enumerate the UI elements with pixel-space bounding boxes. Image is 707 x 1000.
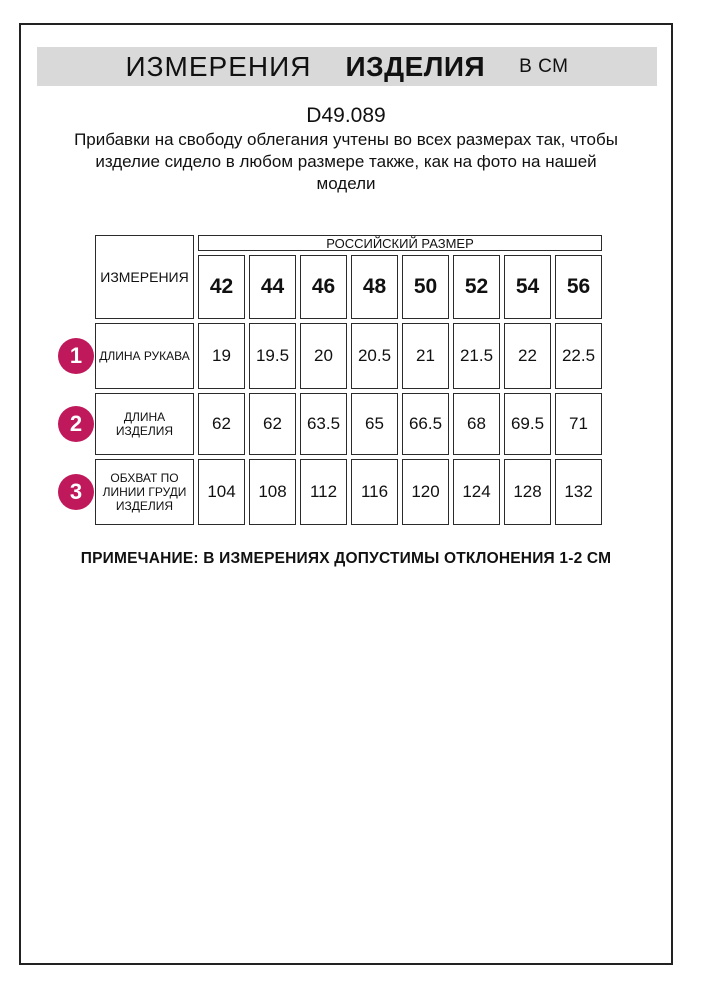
row-label-cell: ДЛИНА ИЗДЕЛИЯ bbox=[95, 393, 194, 455]
fit-description: Прибавки на свободу облегания учтены во всех размерах так, чтобы изделие сидело в любом размере также, как на фото на нашей модели bbox=[74, 130, 618, 193]
value-cell: 62 bbox=[198, 393, 245, 455]
note: ПРИМЕЧАНИЕ: В ИЗМЕРЕНИЯХ ДОПУСТИМЫ ОТКЛОНЕНИЯ 1-2 СМ bbox=[80, 550, 612, 567]
size-header-cell: 48 bbox=[351, 255, 398, 319]
value-cell: 22 bbox=[504, 323, 551, 389]
value-cell: 120 bbox=[402, 459, 449, 525]
product-code: D49.089 bbox=[306, 104, 386, 127]
value-cell: 68 bbox=[453, 393, 500, 455]
value-cell: 19.5 bbox=[249, 323, 296, 389]
row-number-badge-3: 3 bbox=[58, 474, 94, 510]
size-header-cell: 56 bbox=[555, 255, 602, 319]
size-table bbox=[95, 235, 602, 525]
value-cell: 69.5 bbox=[504, 393, 551, 455]
row-label-cell: ДЛИНА РУКАВА bbox=[95, 323, 194, 389]
size-table-wrapper bbox=[69, 235, 602, 525]
group-header-cell: РОССИЙСКИЙ РАЗМЕР bbox=[198, 235, 602, 251]
page-frame bbox=[19, 23, 673, 965]
value-cell: 21 bbox=[402, 323, 449, 389]
value-cell: 116 bbox=[351, 459, 398, 525]
value-cell: 19 bbox=[198, 323, 245, 389]
size-header-cell: 50 bbox=[402, 255, 449, 319]
value-cell: 20.5 bbox=[351, 323, 398, 389]
size-header-cell: 44 bbox=[249, 255, 296, 319]
value-cell: 132 bbox=[555, 459, 602, 525]
row-number-badge-2: 2 bbox=[58, 406, 94, 442]
value-cell: 104 bbox=[198, 459, 245, 525]
row-number-badge-1: 1 bbox=[58, 338, 94, 374]
value-cell: 71 bbox=[555, 393, 602, 455]
row-label-cell: ОБХВАТ ПО ЛИНИИ ГРУДИ ИЗДЕЛИЯ bbox=[95, 459, 194, 525]
value-cell: 62 bbox=[249, 393, 296, 455]
corner-header-cell: ИЗМЕРЕНИЯ bbox=[95, 235, 194, 319]
size-header-cell: 42 bbox=[198, 255, 245, 319]
value-cell: 124 bbox=[453, 459, 500, 525]
title-product: ИЗДЕЛИЯ bbox=[345, 50, 486, 82]
value-cell: 65 bbox=[351, 393, 398, 455]
value-cell: 20 bbox=[300, 323, 347, 389]
title-units: В СМ bbox=[519, 55, 569, 77]
value-cell: 128 bbox=[504, 459, 551, 525]
value-cell: 21.5 bbox=[453, 323, 500, 389]
value-cell: 112 bbox=[300, 459, 347, 525]
value-cell: 66.5 bbox=[402, 393, 449, 455]
size-header-cell: 54 bbox=[504, 255, 551, 319]
size-header-cell: 46 bbox=[300, 255, 347, 319]
value-cell: 22.5 bbox=[555, 323, 602, 389]
title-band bbox=[37, 47, 657, 86]
value-cell: 108 bbox=[249, 459, 296, 525]
size-header-cell: 52 bbox=[453, 255, 500, 319]
title-measurements: ИЗМЕРЕНИЯ bbox=[125, 50, 312, 82]
value-cell: 63.5 bbox=[300, 393, 347, 455]
